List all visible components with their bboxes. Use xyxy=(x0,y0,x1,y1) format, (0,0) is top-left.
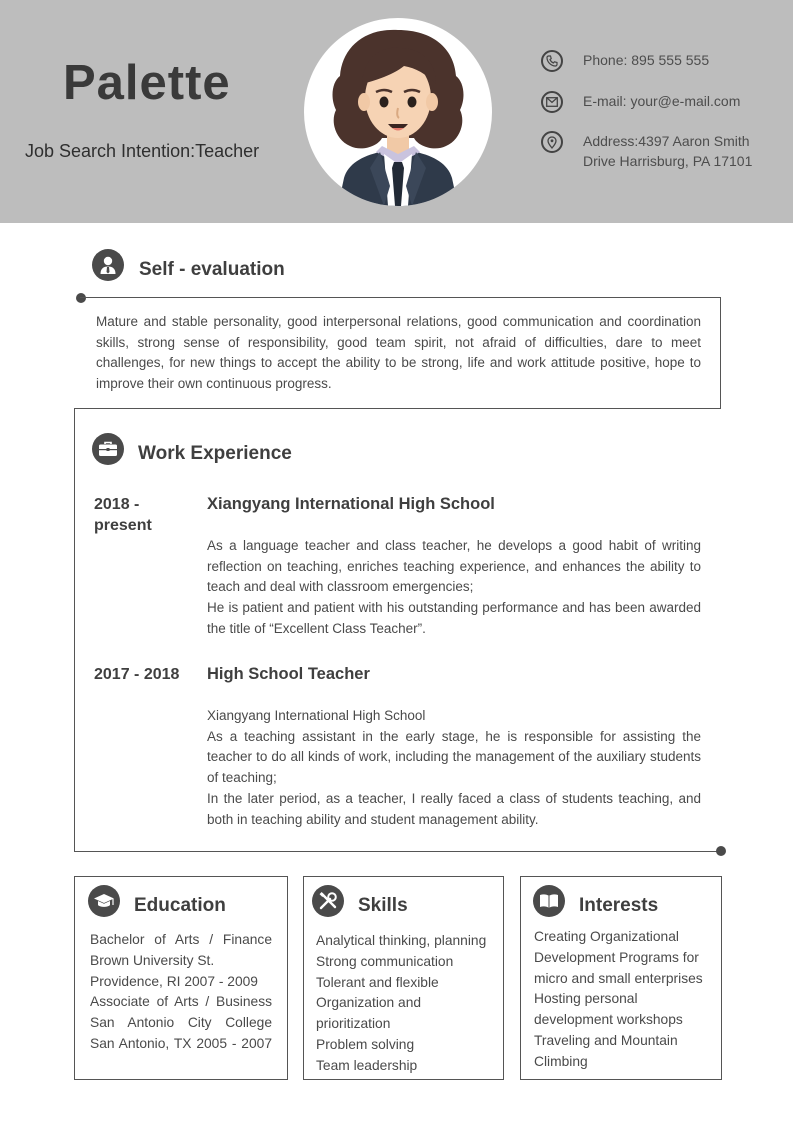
education-line: San Antonio, TX 2005 - 2007 xyxy=(90,1035,272,1051)
job-2-line: In the later period, as a teacher, I really faced a class of students teaching, and both in teaching ability and student management ability. xyxy=(207,790,701,827)
header-band xyxy=(0,0,793,223)
self-eval-right-border xyxy=(720,297,721,409)
interest-item: micro and small enterprises xyxy=(534,970,703,986)
skill-item: prioritization xyxy=(316,1016,391,1032)
phone-text: Phone: 895 555 555 xyxy=(583,52,710,68)
work-bottom-border xyxy=(74,851,721,852)
contact-email xyxy=(541,91,740,113)
interest-item: Development Programs for xyxy=(534,949,699,965)
interests-list xyxy=(534,927,716,1073)
job-2-years: 2017 - 2018 xyxy=(94,666,180,683)
education-box xyxy=(74,876,288,1080)
job-1-description xyxy=(207,536,701,640)
skills-box xyxy=(303,876,504,1080)
book-icon xyxy=(533,885,565,917)
self-eval-bottom-border xyxy=(74,408,721,409)
skill-item: Problem solving xyxy=(316,1036,415,1052)
briefcase-icon xyxy=(92,433,124,465)
skill-item: Analytical thinking, planning xyxy=(316,933,487,948)
education-line: Providence, RI 2007 - 2009 xyxy=(90,973,258,989)
address-line-1: Address:4397 Aaron Smith xyxy=(583,133,750,149)
skills-list xyxy=(316,931,498,1073)
person-icon xyxy=(92,249,124,281)
email-text: E-mail: your@e-mail.com xyxy=(583,93,741,109)
skill-item: Tolerant and flexible xyxy=(316,974,439,990)
job-1-title: Xiangyang International High School xyxy=(207,495,495,513)
job-intention: Job Search Intention:Teacher xyxy=(25,141,260,161)
work-left-border xyxy=(74,408,75,852)
education-line: San Antonio City College xyxy=(90,1015,272,1031)
self-evaluation-text: Mature and stable personality, good interpersonal relations, good communication and coordination skills, strong sense of responsibility, good team spirit, not afraid of difficulties, dare to meet challenges, for new things to accept the ability to be strong, life and work attitude positive, hope to improve their own continuous progress. xyxy=(96,314,701,391)
timeline-dot-end xyxy=(716,846,726,856)
job-2-line: Xiangyang International High School xyxy=(207,708,426,723)
interests-title: Interests xyxy=(579,895,659,916)
education-line: Bachelor of Arts / Finance xyxy=(90,932,272,947)
skills-title: Skills xyxy=(358,895,408,916)
interests-box xyxy=(520,876,722,1080)
job-1-line: As a language teacher and class teacher, he develops a good habit of writing reflection on teaching, enriches teaching experience, and enhances the ability to teach and deal with classroom emergencies; xyxy=(207,538,701,595)
education-list xyxy=(90,930,272,1055)
education-title: Education xyxy=(134,895,226,916)
interest-item: development workshops xyxy=(534,1012,683,1028)
interest-item: Climbing xyxy=(534,1053,588,1069)
candidate-name: Palette xyxy=(63,56,231,110)
interest-item: Traveling and Mountain xyxy=(534,1032,678,1048)
interest-item: Hosting personal xyxy=(534,991,638,1007)
job-1-years: 2018 - present xyxy=(94,496,152,534)
job-2-description xyxy=(207,706,701,828)
job-2-line: As a teaching assistant in the early stage, he is responsible for assisting the teacher to do all kinds of work, including the management of the auxiliary students of teaching; xyxy=(207,728,701,786)
interest-item: Creating Organizational xyxy=(534,929,679,944)
address-text xyxy=(583,131,765,171)
self-evaluation-title: Self - evaluation xyxy=(139,259,285,280)
tools-icon xyxy=(312,885,344,917)
contact-address xyxy=(541,131,765,171)
timeline-dot-start xyxy=(76,293,86,303)
mail-icon xyxy=(541,91,563,113)
skill-item: Strong communication xyxy=(316,953,454,969)
skill-item: Organization and xyxy=(316,995,422,1011)
location-pin-icon xyxy=(541,131,563,153)
phone-icon xyxy=(541,50,563,72)
graduation-cap-icon xyxy=(88,885,120,917)
self-eval-top-border xyxy=(80,297,721,298)
job-1-line: He is patient and patient with his outstanding performance and has been awarded the title of “Excellent Class Teacher”. xyxy=(207,600,701,636)
work-experience-title: Work Experience xyxy=(138,443,292,464)
contact-phone xyxy=(541,50,709,72)
education-line: Associate of Arts / Business xyxy=(90,994,272,1010)
avatar-illustration xyxy=(304,18,492,206)
address-line-2: Drive Harrisburg, PA 17101 xyxy=(583,153,753,169)
education-line: Brown University St. xyxy=(90,952,215,968)
avatar xyxy=(304,18,492,206)
skill-item: Team leadership xyxy=(316,1057,418,1073)
job-2-title: High School Teacher xyxy=(207,665,370,683)
